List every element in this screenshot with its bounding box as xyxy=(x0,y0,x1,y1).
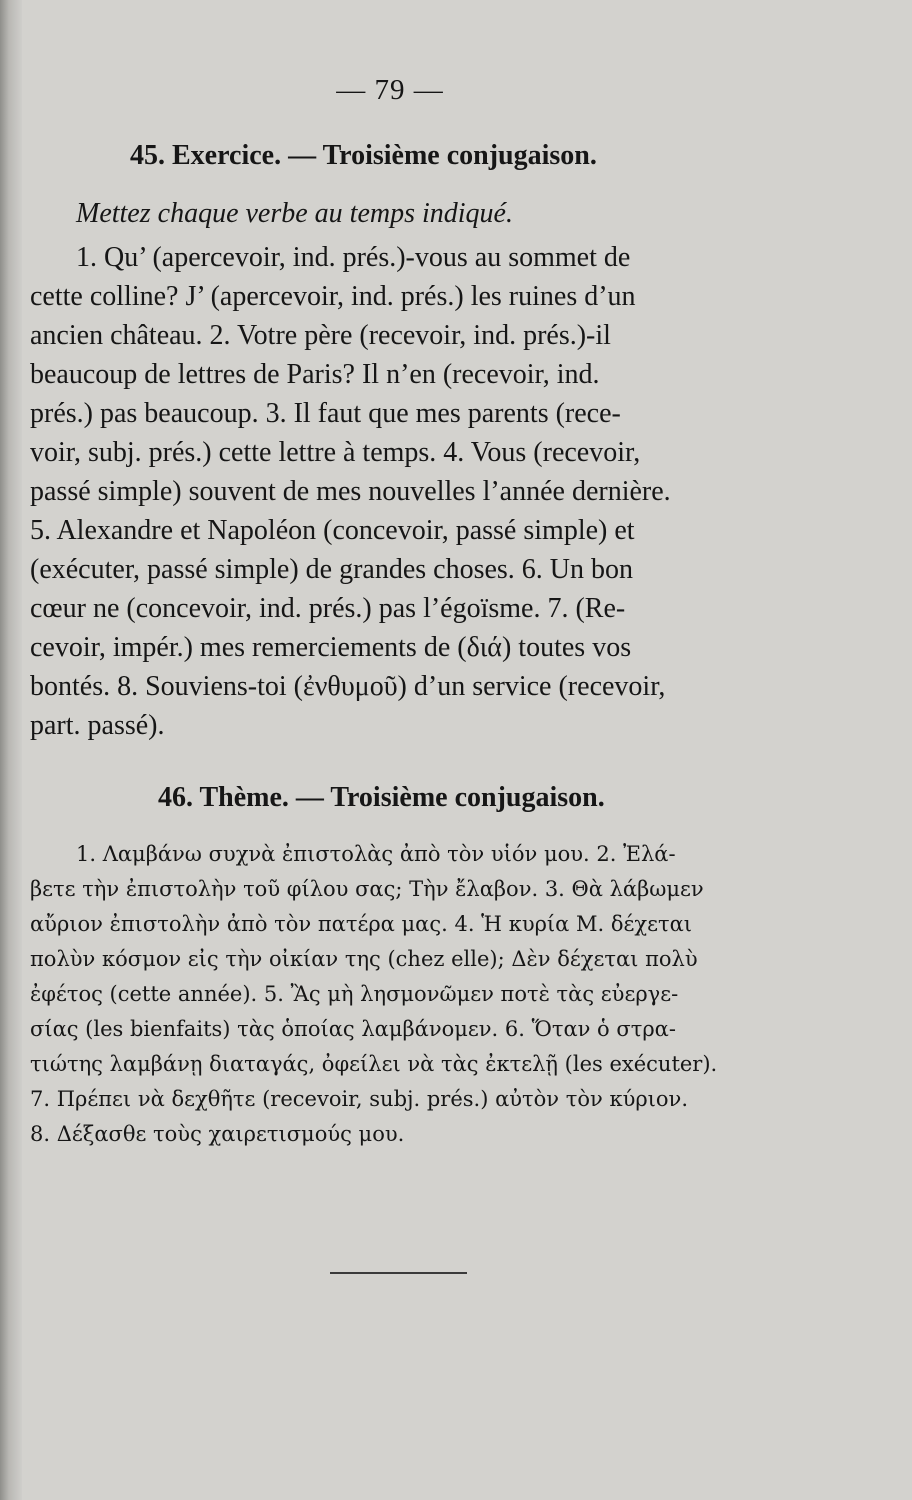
exercise-45-line: cette colline? J’ (apercevoir, ind. prés.) les ruines d’un xyxy=(30,281,636,312)
theme-46-line: 8. Δέξασθε τοὺς χαιρετισμούς μου. xyxy=(30,1122,405,1146)
exercise-45-line: voir, subj. prés.) cette lettre à temps. 4. Vous (recevoir, xyxy=(30,437,641,468)
exercise-45-line: cevoir, impér.) mes remerciements de (διά) toutes vos xyxy=(30,632,632,663)
theme-46-line: πολὺν κόσμον εἰς τὴν οἰκίαν της (chez elle); Δὲν δέχεται πολὺ xyxy=(30,947,698,971)
binding-edge xyxy=(0,0,22,1500)
section-end-rule xyxy=(330,1272,467,1274)
theme-46-line: ἐφέτος (cette année). 5. Ἂς μὴ λησμονῶμεν ποτὲ τὰς εὐεργε- xyxy=(30,982,679,1006)
exercise-45-instruction: Mettez chaque verbe au temps indiqué. xyxy=(76,198,513,229)
exercise-45-line: (exécuter, passé simple) de grandes choses. 6. Un bon xyxy=(30,554,634,585)
exercise-45-line: 1. Qu’ (apercevoir, ind. prés.)-vous au sommet de xyxy=(76,242,631,273)
exercise-45-line: passé simple) souvent de mes nouvelles l’année dernière. xyxy=(30,476,671,507)
exercise-45-line: ancien château. 2. Votre père (recevoir, ind. prés.)-il xyxy=(30,320,611,351)
page-number: — 79 — xyxy=(336,74,444,106)
theme-46-line: τιώτης λαμβάνῃ διαταγάς, ὀφείλει νὰ τὰς ἐκτελῇ (les exécuter). xyxy=(30,1052,718,1076)
theme-46-line: αὔριον ἐπιστολὴν ἀπὸ τὸν πατέρα μας. 4. Ἡ κυρία Μ. δέχεται xyxy=(30,912,693,936)
exercise-45-heading: 45. Exercice. — Troisième conjugaison. xyxy=(130,140,597,171)
exercise-45-line: cœur ne (concevoir, ind. prés.) pas l’égoïsme. 7. (Re- xyxy=(30,593,626,624)
exercise-45-line: bontés. 8. Souviens-toi (ἐνθυμοῦ) d’un service (recevoir, xyxy=(30,671,666,702)
exercise-45-line: beaucoup de lettres de Paris? Il n’en (recevoir, ind. xyxy=(30,359,600,390)
exercise-45-line: prés.) pas beaucoup. 3. Il faut que mes parents (rece- xyxy=(30,398,621,429)
exercise-45-line: 5. Alexandre et Napoléon (concevoir, passé simple) et xyxy=(30,515,635,546)
theme-46-line: 7. Πρέπει νὰ δεχθῆτε (recevoir, subj. prés.) αὐτὸν τὸν κύριον. xyxy=(30,1087,689,1111)
theme-46-line: σίας (les bienfaits) τὰς ὁποίας λαμβάνομεν. 6. Ὅταν ὁ στρα- xyxy=(30,1017,676,1041)
theme-46-line: βετε τὴν ἐπιστολὴν τοῦ φίλου σας; Τὴν ἔλαβον. 3. Θὰ λάβωμεν xyxy=(30,877,704,901)
theme-46-line: 1. Λαμβάνω συχνὰ ἐπιστολὰς ἀπὸ τὸν υἱόν μου. 2. Ἐλά- xyxy=(76,842,676,866)
theme-46-heading: 46. Thème. — Troisième conjugaison. xyxy=(158,782,605,813)
exercise-45-line: part. passé). xyxy=(30,710,165,741)
